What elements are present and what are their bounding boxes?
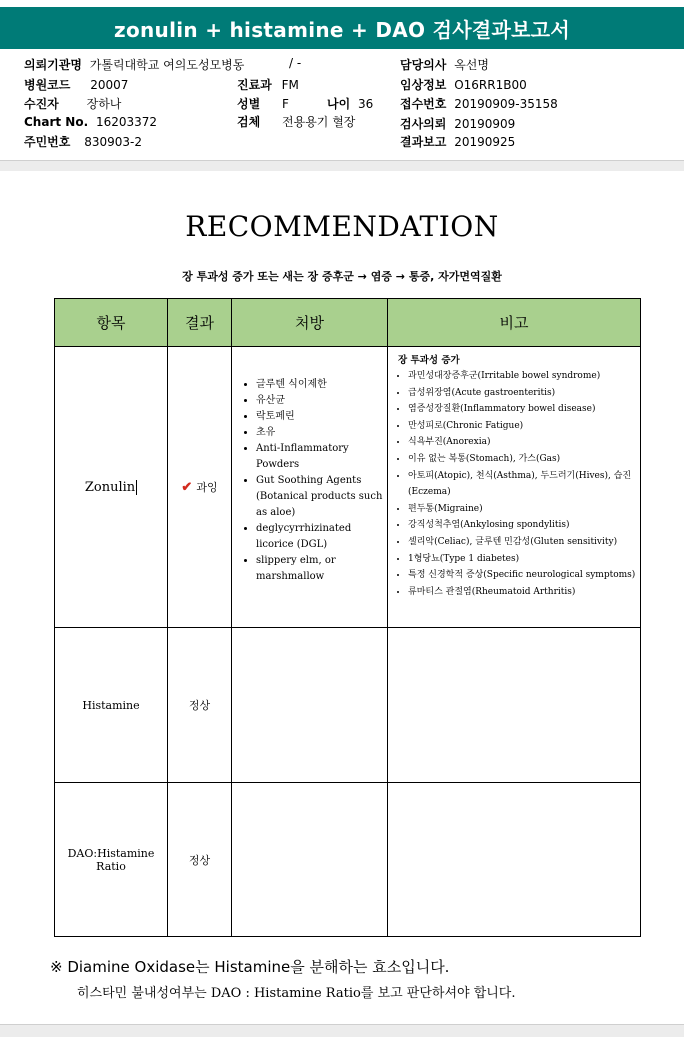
list-item: • 과민성대장증후군(Irritable bowel syndrome)	[408, 368, 636, 385]
sex-label: 성별	[237, 97, 261, 111]
check-mark-icon: ✔	[181, 480, 193, 495]
header-divider	[0, 160, 684, 171]
footer-divider	[0, 1024, 684, 1037]
sex-field	[237, 95, 289, 112]
recommendation-table	[54, 298, 641, 937]
list-item: • Anti-Inflammatory Powders	[256, 441, 383, 473]
list-item: • 1형당뇨(Type 1 diabetes)	[408, 551, 636, 568]
sex-value: F	[282, 97, 289, 111]
list-item: • 셀리악(Celiac), 글루텐 민감성(Gluten sensitivity)	[408, 534, 636, 551]
list-item: • 유산균	[256, 393, 383, 409]
report-date-label: 결과보고	[400, 135, 447, 149]
id-field	[24, 133, 142, 150]
footnote-line-2: 히스타민 불내성여부는 DAO : Histamine Ratio를 보고 판단하셔야 합니다.	[77, 986, 516, 1001]
prescription-cell-empty	[232, 628, 388, 783]
chart-field	[24, 115, 157, 129]
list-item: • 편두통(Migraine)	[408, 501, 636, 518]
recommendation-subtitle: 장 투과성 증가 또는 새는 장 증후군 → 염증 → 통증, 자가면역질환	[182, 270, 502, 283]
chart-label: Chart No.	[24, 115, 89, 129]
receipt-label: 접수번호	[400, 97, 447, 111]
patient-value: 장하나	[86, 97, 122, 111]
list-item: • 강직성척추염(Ankylosing spondylitis)	[408, 517, 636, 534]
list-item: • 염증성장질환(Inflammatory bowel disease)	[408, 401, 636, 418]
institution-label: 의뢰기관명	[24, 58, 82, 72]
report-date-value: 20190925	[454, 135, 516, 149]
result-histamine: 정상	[168, 628, 232, 783]
list-item: • 아토피(Atopic), 천식(Asthma), 두드러기(Hives), 습진(Eczema)	[408, 468, 636, 501]
dept-label: 진료과	[237, 78, 272, 92]
list-item: • 류마티스 관절염(Rheumatoid Arthritis)	[408, 584, 636, 601]
header-result: 결과	[168, 299, 232, 347]
report-title-bar	[0, 7, 684, 49]
result-dao-ratio: 정상	[168, 783, 232, 937]
doctor-field	[400, 56, 489, 73]
table-row-histamine	[55, 628, 641, 783]
result-cell	[168, 347, 232, 628]
hospital-code-value: 20007	[90, 78, 129, 92]
list-item: • 식욕부진(Anorexia)	[408, 434, 636, 451]
request-date-value: 20190909	[454, 117, 516, 131]
item-zonulin[interactable]: Zonulin	[84, 479, 136, 495]
header-item: 항목	[55, 299, 168, 347]
list-item: • Gut Soothing Agents (Botanical products such as aloe)	[256, 473, 383, 521]
request-date-field	[400, 115, 515, 132]
table-row-dao-ratio	[55, 783, 641, 937]
item-cell	[55, 347, 168, 628]
item-histamine: Histamine	[55, 628, 168, 783]
table-header-row	[55, 299, 641, 347]
list-item: • 초유	[256, 425, 383, 441]
list-item: • 이유 없는 복통(Stomach), 가스(Gas)	[408, 451, 636, 468]
institution-field	[24, 56, 244, 73]
footnote-line-1: ※ Diamine Oxidase는 Histamine을 분해하는 효소입니다.	[50, 958, 450, 976]
specimen-field	[237, 113, 355, 130]
note-cell-empty	[388, 783, 641, 937]
list-item: • 특정 신경학적 증상(Specific neurological symptoms)	[408, 567, 636, 584]
dept-field	[237, 76, 299, 93]
age-value: 36	[358, 97, 374, 111]
clinical-info-field	[400, 76, 527, 93]
note-list	[388, 368, 640, 600]
note-cell	[388, 347, 641, 628]
hospital-code-label: 병원코드	[24, 78, 71, 92]
receipt-field	[400, 95, 558, 112]
list-item: • 급성위장염(Acute gastroenteritis)	[408, 385, 636, 402]
recommendation-title: RECOMMENDATION	[185, 210, 499, 243]
note-cell-empty	[388, 628, 641, 783]
list-item: • 만성피로(Chronic Fatigue)	[408, 418, 636, 435]
patient-field	[24, 95, 121, 112]
age-field	[327, 95, 373, 112]
prescription-cell-empty	[232, 783, 388, 937]
specimen-label: 검체	[237, 115, 261, 129]
list-item: • 글루텐 식이제한	[256, 377, 383, 393]
request-date-label: 검사의뢰	[400, 117, 447, 131]
prescription-list	[232, 377, 387, 585]
specimen-value: 전용용기 혈장	[282, 115, 356, 129]
receipt-value: 20190909-35158	[454, 97, 558, 111]
institution-extra: / -	[289, 56, 302, 70]
result-zonulin: 과잉	[196, 481, 218, 494]
report-date-field	[400, 133, 515, 150]
report-title: zonulin + histamine + DAO 검사결과보고서	[114, 17, 570, 42]
age-label: 나이	[327, 97, 351, 111]
list-item: • 락토페린	[256, 409, 383, 425]
doctor-value: 옥선명	[454, 58, 489, 72]
header-note: 비고	[388, 299, 641, 347]
hospital-code-field	[24, 76, 128, 93]
id-value: 830903-2	[84, 135, 142, 149]
doctor-label: 담당의사	[400, 58, 447, 72]
prescription-cell	[232, 347, 388, 628]
note-heading: 장 투과성 증가	[398, 355, 460, 366]
chart-value: 16203372	[95, 115, 158, 129]
clinical-info-label: 임상정보	[400, 78, 447, 92]
list-item: • slippery elm, or marshmallow	[256, 553, 383, 585]
table-row-zonulin	[55, 347, 641, 628]
header-prescription: 처방	[232, 299, 388, 347]
dept-value: FM	[281, 78, 299, 92]
clinical-info-value: O16RR1B00	[454, 78, 527, 92]
patient-label: 수진자	[24, 97, 59, 111]
id-label: 주민번호	[24, 135, 71, 149]
institution-value: 가톨릭대학교 여의도성모병동	[89, 58, 245, 72]
list-item: • deglycyrrhizinated licorice (DGL)	[256, 521, 383, 553]
item-dao-ratio: DAO:Histamine Ratio	[55, 783, 168, 937]
